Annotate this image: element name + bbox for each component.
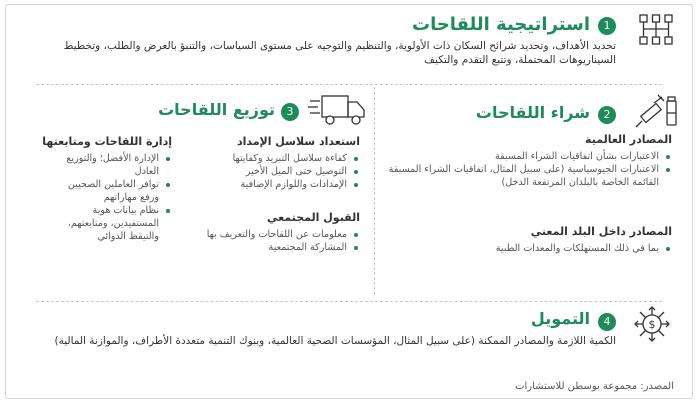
supply-chain-heading: استعداد سلاسل الإمداد <box>236 135 360 148</box>
strategy-icon <box>638 13 674 49</box>
list-item: توافر العاملين الصحيين ورفع مهاراتهم <box>54 178 172 204</box>
financing-title: التمويل <box>530 309 590 328</box>
domestic-sources-heading: المصادر داخل البلد المعني <box>530 225 672 238</box>
source-note: المصدر: مجموعة بوسطن للاستشارات <box>515 381 674 392</box>
section-number-4: 4 <box>598 313 616 331</box>
financing-description: الكمية اللازمة والمصادر الممكنة (على سبيل المثال، المؤسسات الصحية العالمية، وبنوك التنمية متعددة الأطراف، والموازنة المالية) <box>54 335 616 347</box>
distribution-title: توزيع اللقاحات <box>158 100 275 119</box>
section-number-1: 1 <box>598 17 616 35</box>
divider-top <box>36 84 662 85</box>
list-item: المشاركة المجتمعية <box>180 241 360 254</box>
section-number-2: 2 <box>598 106 616 124</box>
delivery-truck-icon <box>308 93 366 127</box>
syringe-vial-icon <box>634 91 680 131</box>
community-acceptance-list <box>180 228 360 254</box>
money-flow-icon <box>632 305 672 343</box>
administration-list <box>54 152 172 243</box>
global-sources-heading: المصادر العالمية <box>585 133 672 146</box>
domestic-sources-list <box>382 242 672 255</box>
supply-chain-list <box>200 152 360 191</box>
list-item: بما في ذلك المستهلكات والمعدات الطبية <box>382 242 672 255</box>
section-number-3: 3 <box>281 103 299 121</box>
community-acceptance-heading: القبول المجتمعي <box>267 211 360 224</box>
strategy-description: تحديد الأهداف، وتحديد شرائح السكان ذات الأولوية، والتنظيم والتوجيه على مستوى السياسات، والتنبؤ بالعرض والطلب، وتخطيط السيناريوهات المحتملة، وتتبع التقدم والتكيف <box>63 40 616 66</box>
list-item: كفاءة سلاسل التبريد وكفايتها <box>200 152 360 165</box>
list-item: التوصيل حتى الميل الأخير <box>200 165 360 178</box>
list-item: الاعتبارات الجيوسياسية (على سبيل المثال، اتفاقيات الشراء المسبقة القائمة الخاصة بالبلدان المرتفعة الدخل) <box>382 163 672 189</box>
procurement-title: شراء اللقاحات <box>475 103 590 122</box>
svg-text:$: $ <box>648 318 656 331</box>
list-item: الاعتبارات بشأن اتفاقيات الشراء المسبقة <box>382 150 672 163</box>
vaccine-framework-card <box>5 4 693 399</box>
administration-heading: إدارة اللقاحات ومتابعتها <box>42 135 172 148</box>
divider-bottom <box>36 301 662 302</box>
list-item: معلومات عن اللقاحات والتعريف بها <box>180 228 360 241</box>
strategy-title: استراتيجية اللقاحات <box>411 14 590 35</box>
list-item: الإدارة الأفضل؛ والتوزيع العادل <box>54 152 172 178</box>
global-sources-list <box>382 150 672 189</box>
list-item: الإمدادات واللوازم الإضافية <box>200 178 360 191</box>
divider-middle <box>374 87 375 295</box>
list-item: نظام بيانات هوية المستفيدين، ومتابعتهم، والتيقظ الدوائي <box>54 204 172 243</box>
